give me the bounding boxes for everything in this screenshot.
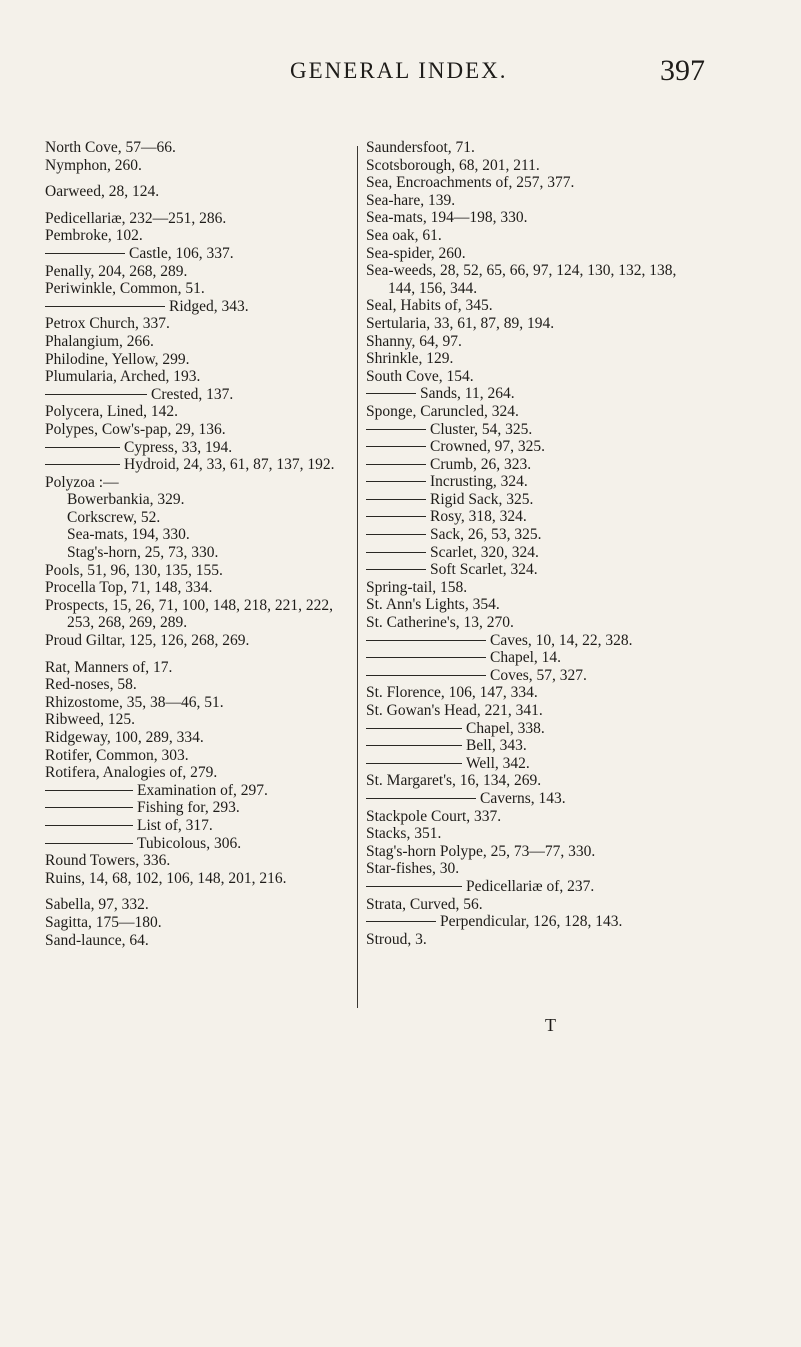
index-entry: Shanny, 64, 97. xyxy=(366,332,462,350)
index-entry: Stroud, 3. xyxy=(366,930,427,948)
index-entry: Sea-mats, 194—198, 330. xyxy=(366,209,528,227)
index-entry: Polycera, Lined, 142. xyxy=(45,403,179,421)
index-entry: Proud Giltar, 125, 126, 268, 269. xyxy=(45,632,250,650)
index-subentry: List of, 317. xyxy=(137,816,213,834)
repeat-dash xyxy=(366,552,426,553)
index-subentry: Corkscrew, 52. xyxy=(67,508,161,526)
index-subentry: Sands, 11, 264. xyxy=(420,385,515,403)
index-subentry: Scarlet, 320, 324. xyxy=(430,543,539,561)
index-entry: Seal, Habits of, 345. xyxy=(366,297,493,315)
index-entry: Sagitta, 175—180. xyxy=(45,913,162,931)
index-subentry: Caves, 10, 14, 22, 328. xyxy=(490,631,633,649)
index-subentry: Incrusting, 324. xyxy=(430,473,528,491)
index-subentry: Crested, 137. xyxy=(151,385,234,403)
index-subentry: Cluster, 54, 325. xyxy=(430,420,533,438)
index-entry: Pools, 51, 96, 130, 135, 155. xyxy=(45,561,223,579)
index-entry: Sertularia, 33, 61, 87, 89, 194. xyxy=(366,314,555,332)
index-subentry: Castle, 106, 337. xyxy=(129,244,234,262)
repeat-dash xyxy=(366,728,462,729)
repeat-dash xyxy=(366,745,462,746)
index-entry: South Cove, 154. xyxy=(366,367,474,385)
column-divider xyxy=(357,146,358,1008)
index-subentry: Perpendicular, 126, 128, 143. xyxy=(440,913,623,931)
index-entry: Stackpole Court, 337. xyxy=(366,807,502,825)
index-entry: Rotifer, Common, 303. xyxy=(45,746,189,764)
index-entry: Rat, Manners of, 17. xyxy=(45,658,173,676)
repeat-dash xyxy=(366,640,486,641)
index-subentry: Tubicolous, 306. xyxy=(137,834,242,852)
index-entry: Spring-tail, 158. xyxy=(366,578,468,596)
index-column-left xyxy=(45,139,345,949)
index-entry: Sea-spider, 260. xyxy=(366,244,466,262)
index-subentry: Ridged, 343. xyxy=(169,297,249,315)
index-entry: Pedicellariæ, 232—251, 286. xyxy=(45,209,227,227)
index-subentry: Rosy, 318, 324. xyxy=(430,508,527,526)
signature-mark: T xyxy=(545,1015,556,1035)
index-subentry: Chapel, 14. xyxy=(490,649,562,667)
index-entry: Shrinkle, 129. xyxy=(366,350,454,368)
index-entry: Nymphon, 260. xyxy=(45,156,142,174)
repeat-dash xyxy=(366,886,462,887)
index-subentry: Stag's-horn, 25, 73, 330. xyxy=(67,544,219,562)
repeat-dash xyxy=(366,657,486,658)
index-entry: Rotifera, Analogies of, 279. xyxy=(45,764,218,782)
index-subentry: Examination of, 297. xyxy=(137,781,268,799)
index-entry: Rhizostome, 35, 38—46, 51. xyxy=(45,693,224,711)
index-entry: Pembroke, 102. xyxy=(45,227,143,245)
index-entry: Sea-weeds, 28, 52, 65, 66, 97, 124, 130, 132, 138, 144, 156, 344. xyxy=(366,262,677,297)
index-entry: Ruins, 14, 68, 102, 106, 148, 201, 216. xyxy=(45,869,287,887)
index-subentry: Well, 342. xyxy=(466,754,530,772)
index-entry: Ridgeway, 100, 289, 334. xyxy=(45,729,204,746)
index-entry: Plumularia, Arched, 193. xyxy=(45,368,201,386)
index-subentry: Caverns, 143. xyxy=(480,789,566,807)
running-title: GENERAL INDEX. xyxy=(290,58,508,83)
index-entry: Stacks, 351. xyxy=(366,825,442,843)
index-subentry: Crumb, 26, 323. xyxy=(430,455,532,473)
repeat-dash xyxy=(366,429,426,430)
repeat-dash xyxy=(366,516,426,517)
index-entry: Sea, Encroachments of, 257, 377. xyxy=(366,174,575,192)
index-subentry: Hydroid, 24, 33, 61, 87, 137, 192. xyxy=(124,456,335,474)
repeat-dash xyxy=(366,464,426,465)
repeat-dash xyxy=(45,253,125,254)
index-entry: Round Towers, 336. xyxy=(45,852,171,870)
repeat-dash xyxy=(45,807,133,808)
index-entry: Scotsborough, 68, 201, 211. xyxy=(366,156,540,174)
index-entry: Oarweed, 28, 124. xyxy=(45,183,160,201)
page-number: 397 xyxy=(660,54,705,87)
index-entry: Sea-hare, 139. xyxy=(366,191,456,209)
index-entry: St. Ann's Lights, 354. xyxy=(366,596,500,614)
index-entry: Strata, Curved, 56. xyxy=(366,895,483,913)
index-entry: Red-noses, 58. xyxy=(45,676,137,694)
repeat-dash xyxy=(366,763,462,764)
index-entry: Polypes, Cow's-pap, 29, 136. xyxy=(45,420,226,438)
repeat-dash xyxy=(366,499,426,500)
index-entry: Saundersfoot, 71. xyxy=(366,139,475,156)
index-subentry: Bell, 343. xyxy=(466,737,527,755)
index-entry: Ribweed, 125. xyxy=(45,711,135,729)
index-entry: Penally, 204, 268, 289. xyxy=(45,262,188,280)
index-subentry: Chapel, 338. xyxy=(466,719,545,737)
index-entry: Star-fishes, 30. xyxy=(366,860,460,878)
index-subentry: Crowned, 97, 325. xyxy=(430,438,545,456)
index-subentry: Sea-mats, 194, 330. xyxy=(67,526,190,544)
index-entry: Stag's-horn Polype, 25, 73—77, 330. xyxy=(366,842,596,860)
repeat-dash xyxy=(366,446,426,447)
index-entry: Sea oak, 61. xyxy=(366,226,442,244)
repeat-dash xyxy=(366,569,426,570)
repeat-dash xyxy=(45,306,165,307)
index-entry: Procella Top, 71, 148, 334. xyxy=(45,579,213,597)
index-entry: Petrox Church, 337. xyxy=(45,315,170,333)
index-subentry: Soft Scarlet, 324. xyxy=(430,561,538,579)
repeat-dash xyxy=(45,825,133,826)
repeat-dash xyxy=(45,843,133,844)
index-subentry: Coves, 57, 327. xyxy=(490,666,587,684)
repeat-dash xyxy=(366,481,426,482)
repeat-dash xyxy=(45,464,120,465)
repeat-dash xyxy=(45,447,120,448)
repeat-dash xyxy=(366,798,476,799)
index-entry: St. Margaret's, 16, 134, 269. xyxy=(366,772,542,790)
index-entry: North Cove, 57—66. xyxy=(45,139,176,156)
repeat-dash xyxy=(366,675,486,676)
index-entry: St. Catherine's, 13, 270. xyxy=(366,614,514,632)
index-column-right xyxy=(366,139,686,948)
index-entry: Sabella, 97, 332. xyxy=(45,896,149,914)
repeat-dash xyxy=(366,393,416,394)
index-subentry: Pedicellariæ of, 237. xyxy=(466,877,595,895)
index-entry: Philodine, Yellow, 299. xyxy=(45,350,190,368)
index-subentry: Rigid Sack, 325. xyxy=(430,490,534,508)
index-subentry: Sack, 26, 53, 325. xyxy=(430,526,542,544)
repeat-dash xyxy=(45,790,133,791)
repeat-dash xyxy=(366,534,426,535)
index-entry: Phalangium, 266. xyxy=(45,332,154,350)
index-subentry: Cypress, 33, 194. xyxy=(124,438,233,456)
index-entry: Polyzoa :— xyxy=(45,473,119,491)
repeat-dash xyxy=(366,921,436,922)
index-entry: St. Gowan's Head, 221, 341. xyxy=(366,702,543,719)
index-entry: Sponge, Caruncled, 324. xyxy=(366,402,519,420)
index-subentry: Fishing for, 293. xyxy=(137,799,240,817)
repeat-dash xyxy=(45,394,147,395)
index-entry: Periwinkle, Common, 51. xyxy=(45,280,205,298)
index-entry: St. Florence, 106, 147, 334. xyxy=(366,684,538,702)
index-subentry: Bowerbankia, 329. xyxy=(67,491,185,509)
index-entry: Prospects, 15, 26, 71, 100, 148, 218, 221, 222, 253, 268, 269, 289. xyxy=(45,596,334,632)
index-entry: Sand-launce, 64. xyxy=(45,931,149,949)
page-header xyxy=(0,54,801,98)
